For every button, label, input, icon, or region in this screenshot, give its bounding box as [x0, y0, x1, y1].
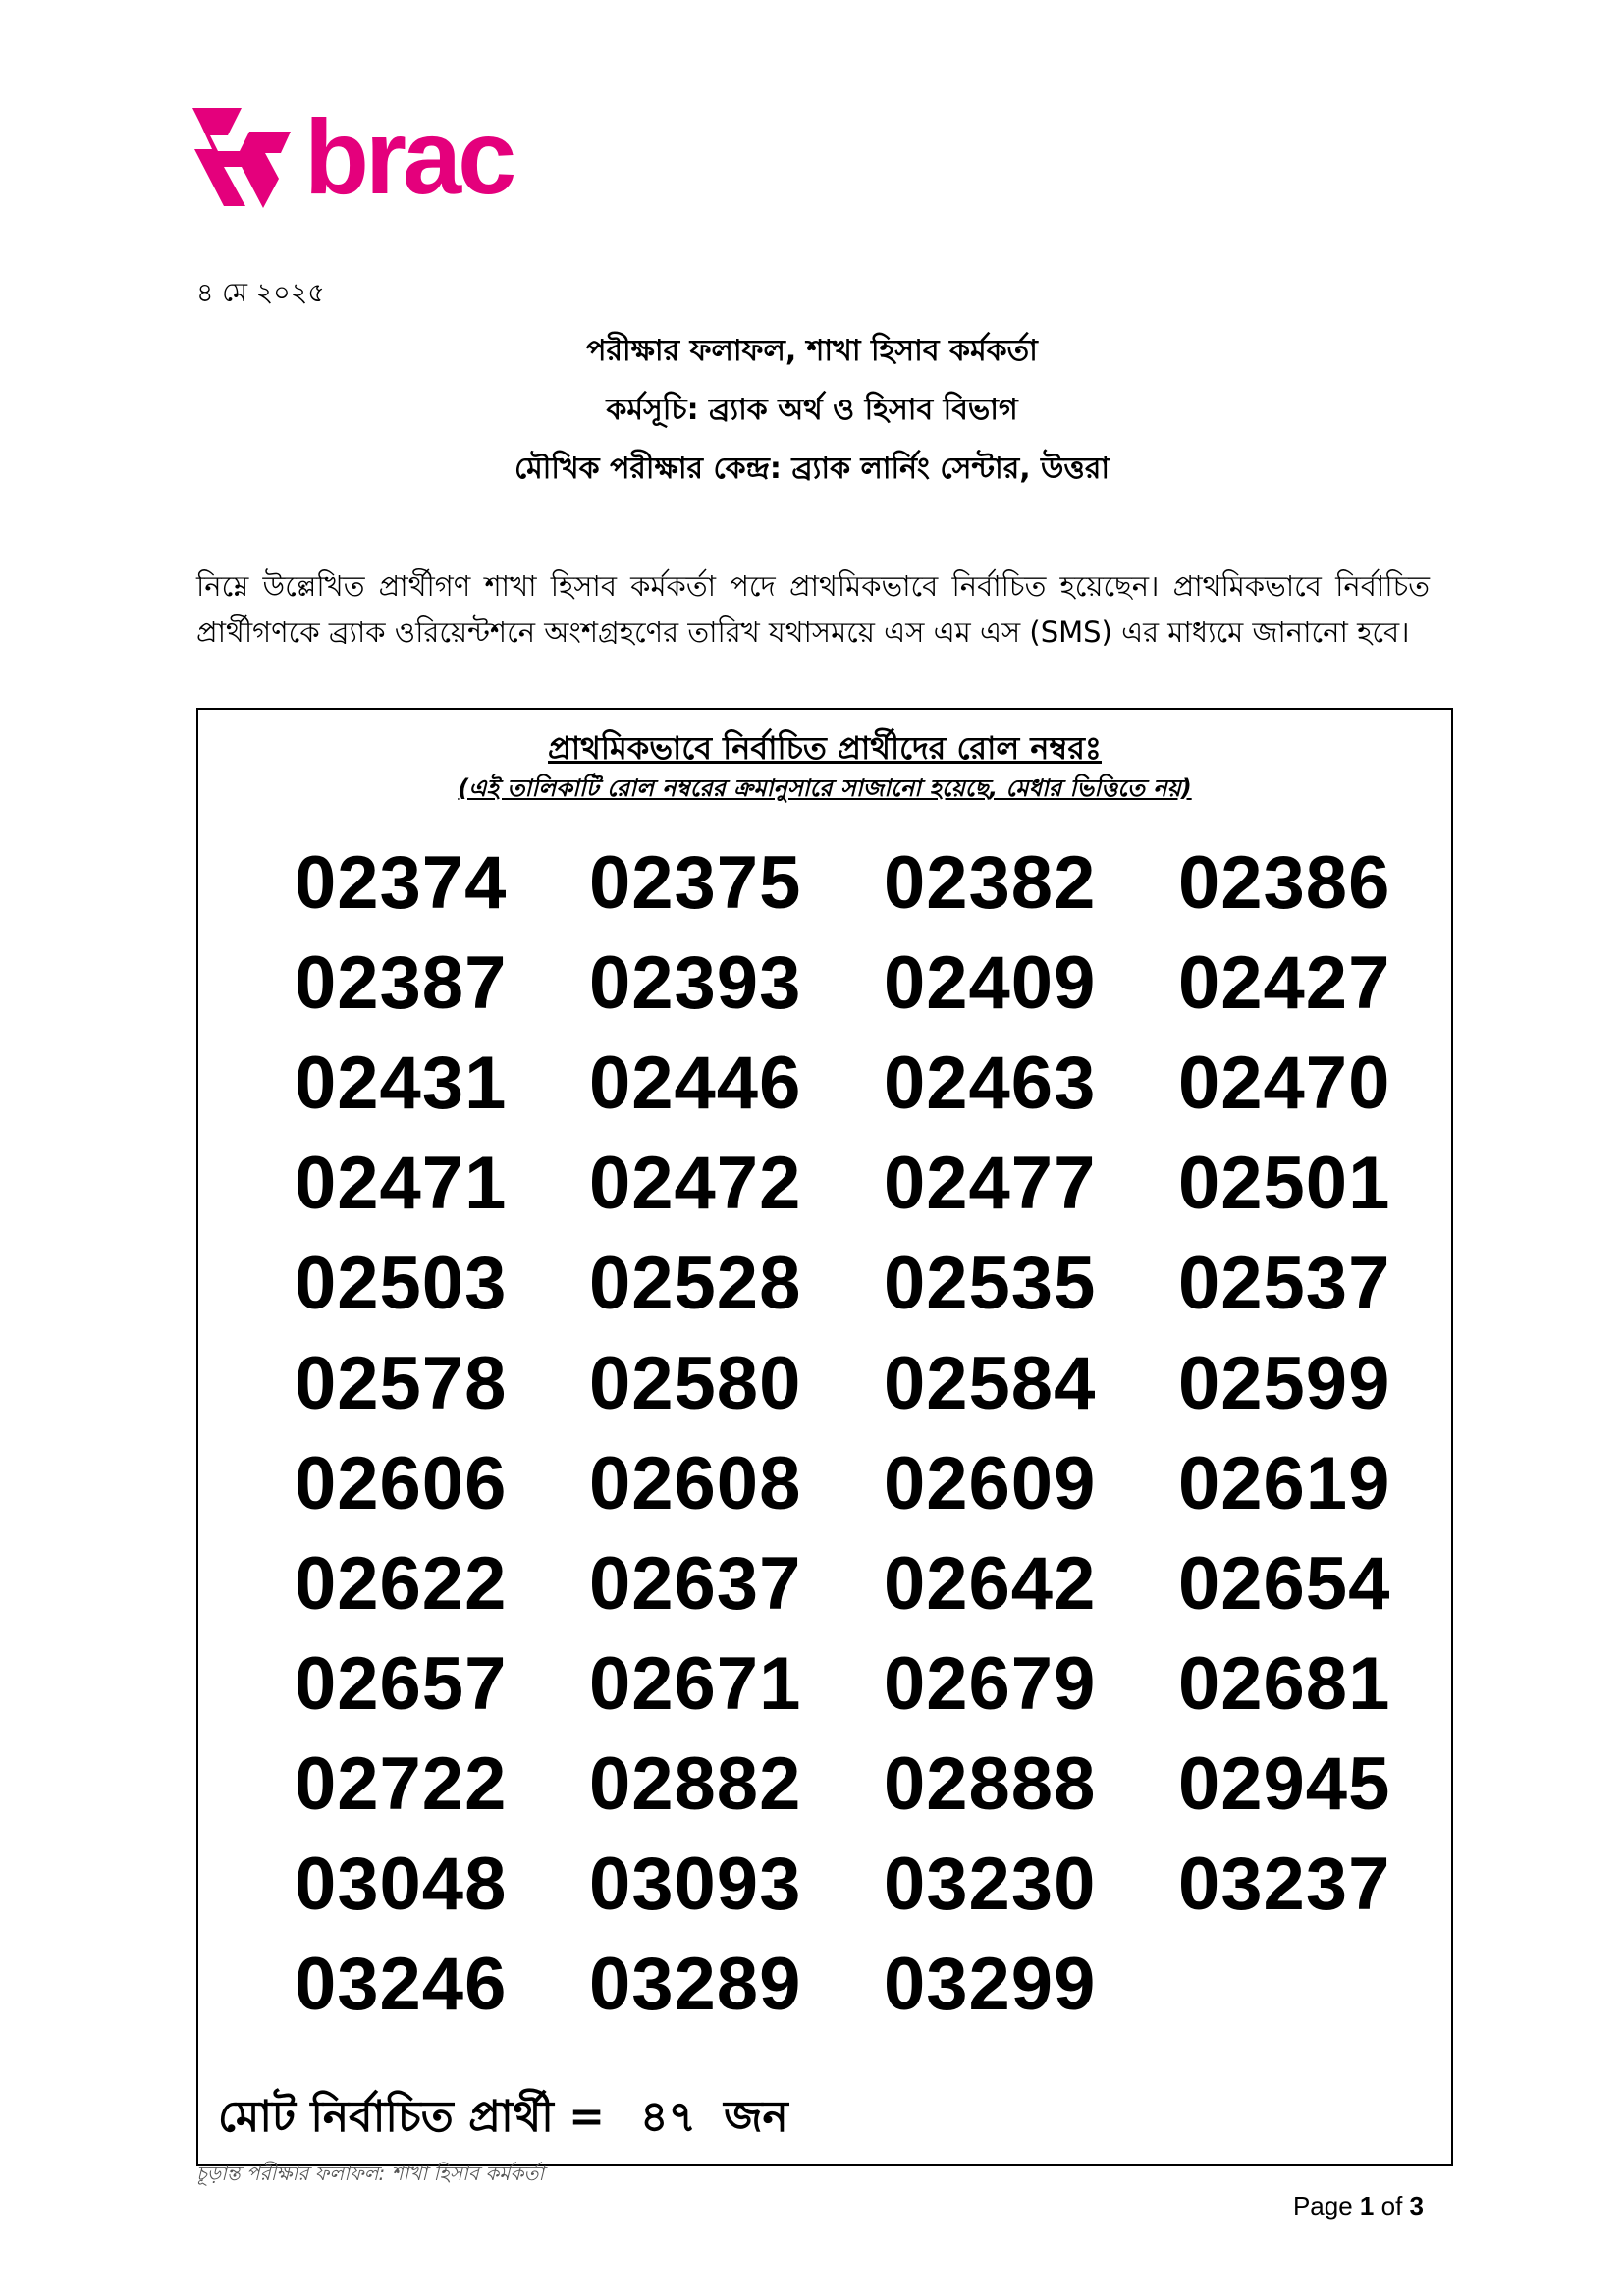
roll-number: 02599 — [1178, 1342, 1391, 1425]
roll-number: 02606 — [295, 1442, 508, 1525]
roll-number: 02609 — [884, 1442, 1097, 1525]
document-date: ৪ মে ২০২৫ — [196, 278, 325, 308]
roll-number: 02503 — [295, 1242, 508, 1325]
roll-number: 02679 — [884, 1642, 1097, 1726]
roll-number: 02393 — [589, 941, 802, 1025]
roll-list-note: (এই তালিকাটি রোল নম্বরের ক্রমানুসারে সাজানো হয়েছে, মেধার ভিত্তিতে নয়) — [458, 774, 1192, 802]
brac-logo-icon — [185, 102, 298, 212]
intro-paragraph: নিম্নে উল্লেখিত প্রার্থীগণ শাখা হিসাব কর্মকর্তা পদে প্রাথমিকভাবে নির্বাচিত হয়েছেন। প্রাথমিকভাবে নির্বাচিত প্রার্থীগণকে ব্র্যাক ওরিয়েন্টশনে অংশগ্রহণের তারিখ যথাসময়ে এস এম এস (SMS) এর মাধ্যমে জানানো হবে। — [196, 569, 1430, 649]
document-headings — [0, 322, 1624, 499]
roll-number: 02463 — [884, 1041, 1097, 1125]
heading-exam-result: পরীক্ষার ফলাফল, শাখা হিসাব কর্মকর্তা — [586, 334, 1038, 368]
roll-number: 03048 — [295, 1842, 508, 1926]
brac-logo-text: brac — [304, 97, 514, 216]
roll-number: 02431 — [295, 1041, 508, 1125]
roll-number: 02580 — [589, 1342, 802, 1425]
total-selected — [218, 2084, 788, 2156]
roll-number: 02657 — [295, 1642, 508, 1726]
roll-number: 02427 — [1178, 941, 1391, 1025]
roll-number: 03093 — [589, 1842, 802, 1926]
roll-number: 02584 — [884, 1342, 1097, 1425]
roll-number: 02619 — [1178, 1442, 1391, 1525]
roll-number: 02535 — [884, 1242, 1097, 1325]
roll-number: 03230 — [884, 1842, 1097, 1926]
roll-number: 02387 — [295, 941, 508, 1025]
roll-number: 02642 — [884, 1542, 1097, 1626]
roll-number: 02681 — [1178, 1642, 1391, 1726]
brac-logo — [185, 97, 514, 216]
roll-number: 02622 — [295, 1542, 508, 1626]
heading-viva-center: মৌখিক পরীক্ষার কেন্দ্র: ব্র্যাক লার্নিং সেন্টার, উত্তরা — [514, 452, 1110, 486]
roll-number: 02501 — [1178, 1142, 1391, 1225]
roll-number-grid — [295, 833, 1473, 2035]
roll-number: 02637 — [589, 1542, 802, 1626]
heading-program: কর্মসূচি: ব্র্যাক অর্থ ও হিসাব বিভাগ — [606, 393, 1018, 427]
roll-number: 02882 — [589, 1742, 802, 1826]
page-prefix: Page — [1292, 2191, 1353, 2220]
roll-list-title: প্রাথমিকভাবে নির্বাচিত প্রার্থীদের রোল নম্বরঃ — [548, 729, 1102, 767]
roll-number: 02382 — [884, 841, 1097, 925]
roll-number: 02470 — [1178, 1041, 1391, 1125]
roll-number: 03246 — [295, 1943, 508, 2026]
roll-number-box — [196, 708, 1453, 2166]
total-label: মোট নির্বাচিত প্রার্থী = — [218, 2092, 605, 2142]
roll-number: 02608 — [589, 1442, 802, 1525]
roll-number: 02446 — [589, 1041, 802, 1125]
roll-number: 02386 — [1178, 841, 1391, 925]
roll-number: 02671 — [589, 1642, 802, 1726]
page-total: 3 — [1409, 2191, 1424, 2220]
roll-number: 02654 — [1178, 1542, 1391, 1626]
roll-number: 02945 — [1178, 1742, 1391, 1826]
page-of: of — [1380, 2191, 1403, 2220]
page-number — [1227, 2191, 1424, 2221]
roll-number: 03237 — [1178, 1842, 1391, 1926]
roll-number: 03299 — [884, 1943, 1097, 2026]
roll-number: 02528 — [589, 1242, 802, 1325]
roll-number: 02578 — [295, 1342, 508, 1425]
roll-number: 02722 — [295, 1742, 508, 1826]
roll-number: 02409 — [884, 941, 1097, 1025]
roll-number: 02375 — [589, 841, 802, 925]
roll-number: 03289 — [589, 1943, 802, 2026]
footer-note: চূড়ান্ত পরীক্ষার ফলাফল: শাখা হিসাব কর্মকর্তা — [196, 2162, 545, 2185]
total-count: ৪৭ — [639, 2092, 697, 2142]
roll-number: 02472 — [589, 1142, 802, 1225]
roll-number: 02888 — [884, 1742, 1097, 1826]
total-unit: জন — [724, 2092, 788, 2142]
roll-number: 02374 — [295, 841, 508, 925]
page-current: 1 — [1359, 2191, 1375, 2220]
roll-number: 02471 — [295, 1142, 508, 1225]
roll-number: 02537 — [1178, 1242, 1391, 1325]
roll-number: 02477 — [884, 1142, 1097, 1225]
